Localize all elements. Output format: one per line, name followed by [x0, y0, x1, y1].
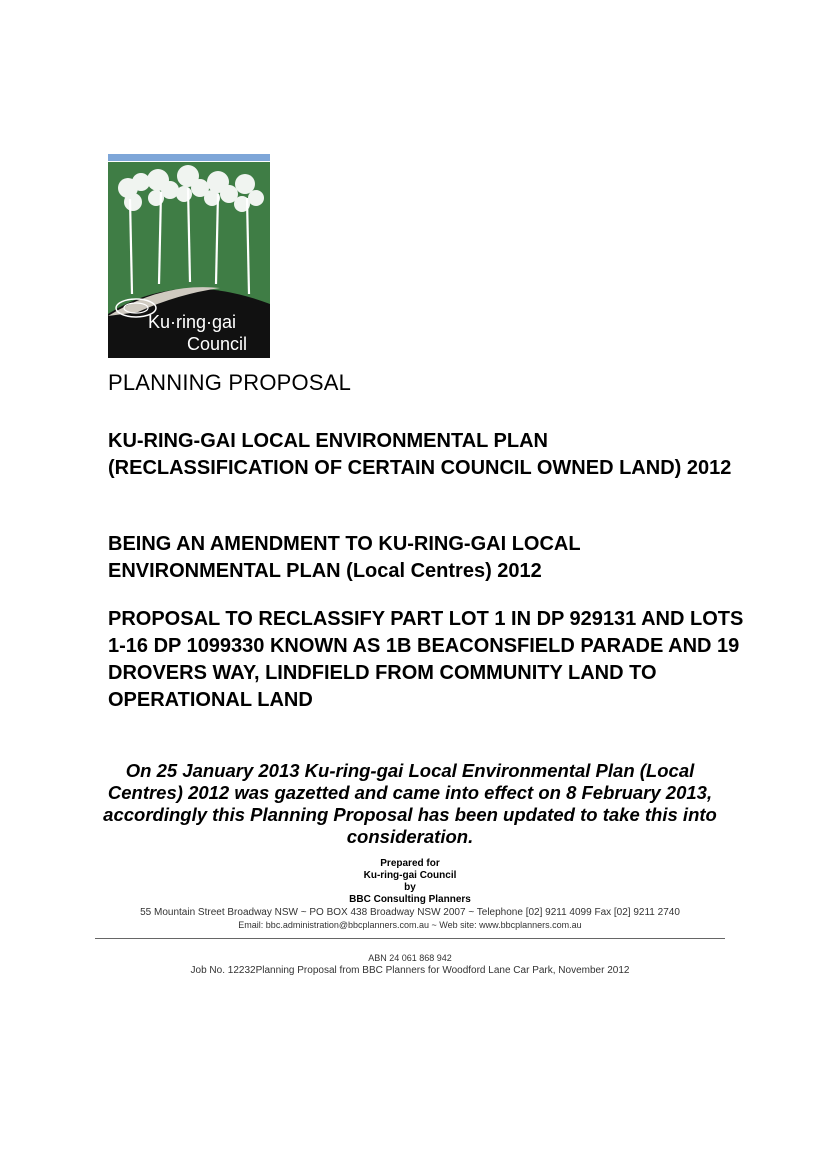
- proposal-heading: PROPOSAL TO RECLASSIFY PART LOT 1 IN DP 929131 AND LOTS 1-16 DP 1099330 KNOWN AS 1B BEACONSFIELD PARADE AND 19 DROVERS WAY, LINDFIELD FROM COMMUNITY LAND TO OPERATIONAL LAND: [108, 608, 744, 711]
- consultant-name: BBC Consulting Planners: [349, 894, 471, 905]
- by-label: by: [404, 882, 416, 893]
- prepared-block: [0, 858, 820, 931]
- prepared-for-label: Prepared for: [380, 858, 440, 869]
- page-title: PLANNING PROPOSAL: [108, 370, 352, 395]
- amendment-heading: BEING AN AMENDMENT TO KU-RING-GAI LOCAL ENVIRONMENTAL PLAN (Local Centres) 2012: [108, 533, 581, 582]
- logo-line1: Ku·ring·gai: [148, 312, 237, 332]
- client-name: Ku-ring-gai Council: [363, 870, 457, 881]
- divider: [95, 938, 725, 939]
- tree-icon: [108, 154, 270, 358]
- consultant-contact: Email: bbc.administration@bbcplanners.com.au ~ Web site: www.bbcplanners.com.au: [238, 920, 582, 930]
- council-logo: [108, 154, 270, 358]
- plan-title: KU-RING-GAI LOCAL ENVIRONMENTAL PLAN (RECLASSIFICATION OF CERTAIN COUNCIL OWNED LAND) 2012: [108, 430, 732, 479]
- job-reference: Job No. 12232Planning Proposal from BBC Planners for Woodford Lane Car Park, November 2012: [190, 965, 630, 976]
- logo-line2: Council: [187, 334, 248, 354]
- abn-number: ABN 24 061 868 942: [368, 953, 452, 963]
- consultant-address: 55 Mountain Street Broadway NSW ~ PO BOX 438 Broadway NSW 2007 ~ Telephone [02] 9211 4099 Fax [02] 9211 2740: [140, 907, 680, 918]
- gazettal-notice: On 25 January 2013 Ku-ring-gai Local Environmental Plan (Local Centres) 2012 was gazetted and came into effect on 8 February 2013, accordingly this Planning Proposal has been updated to take this into consideration.: [103, 760, 717, 847]
